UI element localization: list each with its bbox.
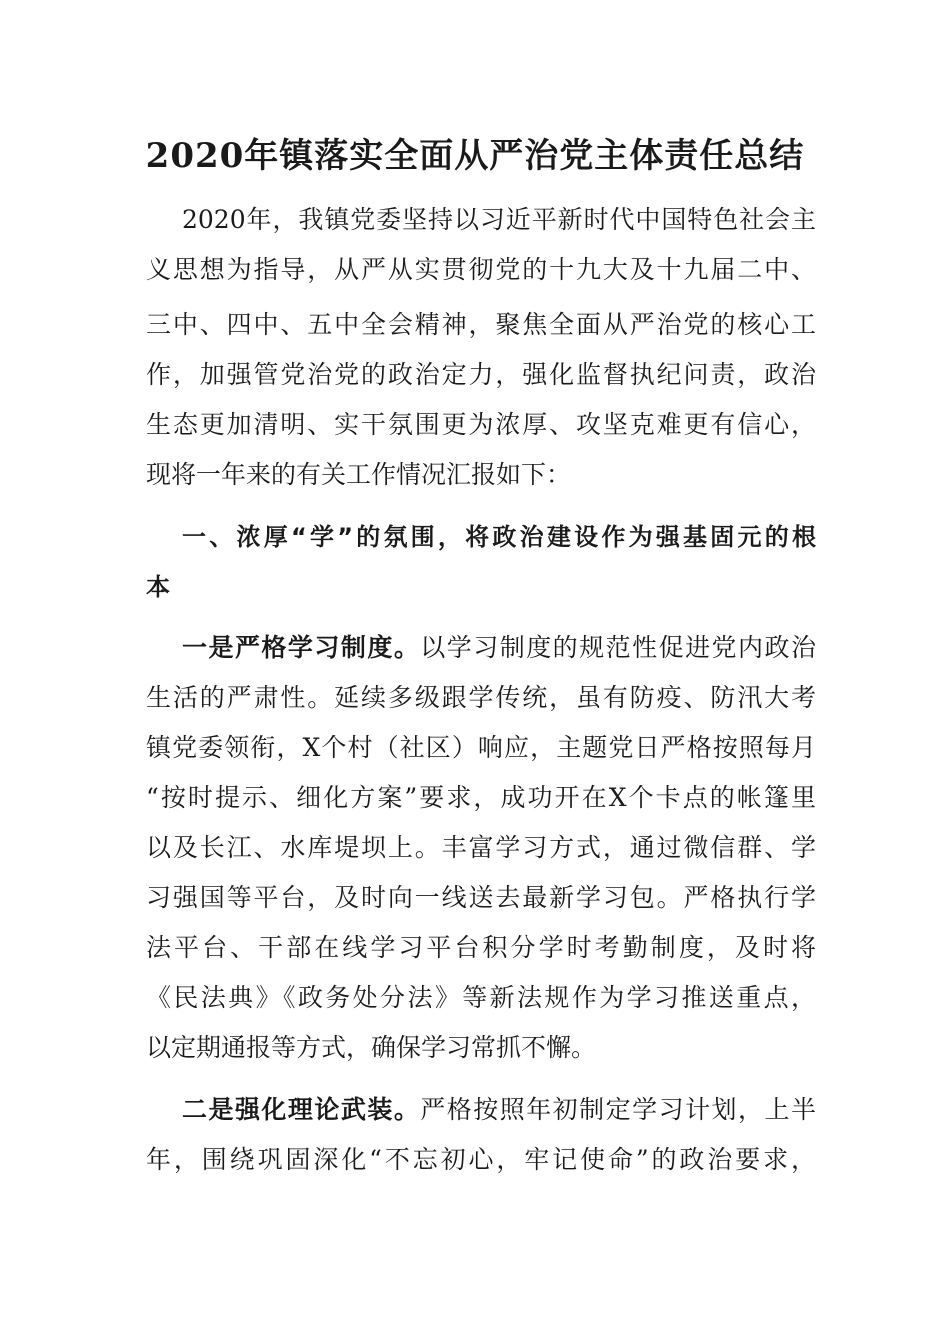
paragraph-line: 生活的严肃性。延续多级跟学传统，虽有防疫、防汛大考 xyxy=(146,683,816,712)
paragraph-line: 作，加强管党治党的政治定力，强化监督执纪问责，政治 xyxy=(146,360,816,389)
item-lead: 二是强化理论武装。 xyxy=(182,1095,421,1124)
paragraph-line: 义思想为指导，从严从实贯彻党的十九大及十九届二中、 xyxy=(146,255,816,284)
item-lead: 一是严格学习制度。 xyxy=(182,633,421,662)
item-text: 严格按照年初制定学习计划，上半 xyxy=(420,1095,816,1124)
section-heading: 本 xyxy=(146,573,170,601)
paragraph-line: “按时提示、细化方案”要求，成功开在X个卡点的帐篷里 xyxy=(146,783,816,812)
paragraph-line: 镇党委领衔，X个村（社区）响应，主题党日严格按照每月 xyxy=(146,733,816,762)
paragraph-line: 年，围绕巩固深化“不忘初心，牢记使命”的政治要求， xyxy=(146,1145,816,1174)
paragraph-line: 以及长江、水库堤坝上。丰富学习方式，通过微信群、学 xyxy=(146,833,816,862)
paragraph-line: 现将一年来的有关工作情况汇报如下： xyxy=(146,460,572,489)
document-title: 2020年镇落实全面从严治党主体责任总结 xyxy=(145,136,805,176)
paragraph-line: 生态更加清明、实干氛围更为浓厚、攻坚克难更有信心， xyxy=(146,410,816,439)
paragraph-line xyxy=(182,633,816,663)
paragraph-line: 习强国等平台，及时向一线送去最新学习包。严格执行学 xyxy=(146,883,816,912)
paragraph-line xyxy=(182,1095,816,1125)
paragraph-line: 《民法典》《政务处分法》等新法规作为学习推送重点， xyxy=(146,983,816,1012)
paragraph-line: 法平台、干部在线学习平台积分学时考勤制度，及时将 xyxy=(146,933,816,962)
paragraph-line: 以定期通报等方式，确保学习常抓不懈。 xyxy=(146,1033,597,1062)
paragraph-line: 三中、四中、五中全会精神，聚焦全面从严治党的核心工 xyxy=(146,310,816,339)
paragraph-line: 2020年，我镇党委坚持以习近平新时代中国特色社会主 xyxy=(182,205,816,234)
section-heading: 一、浓厚“学”的氛围，将政治建设作为强基固元的根 xyxy=(182,523,816,551)
item-text: 以学习制度的规范性促进党内政治 xyxy=(420,633,816,662)
